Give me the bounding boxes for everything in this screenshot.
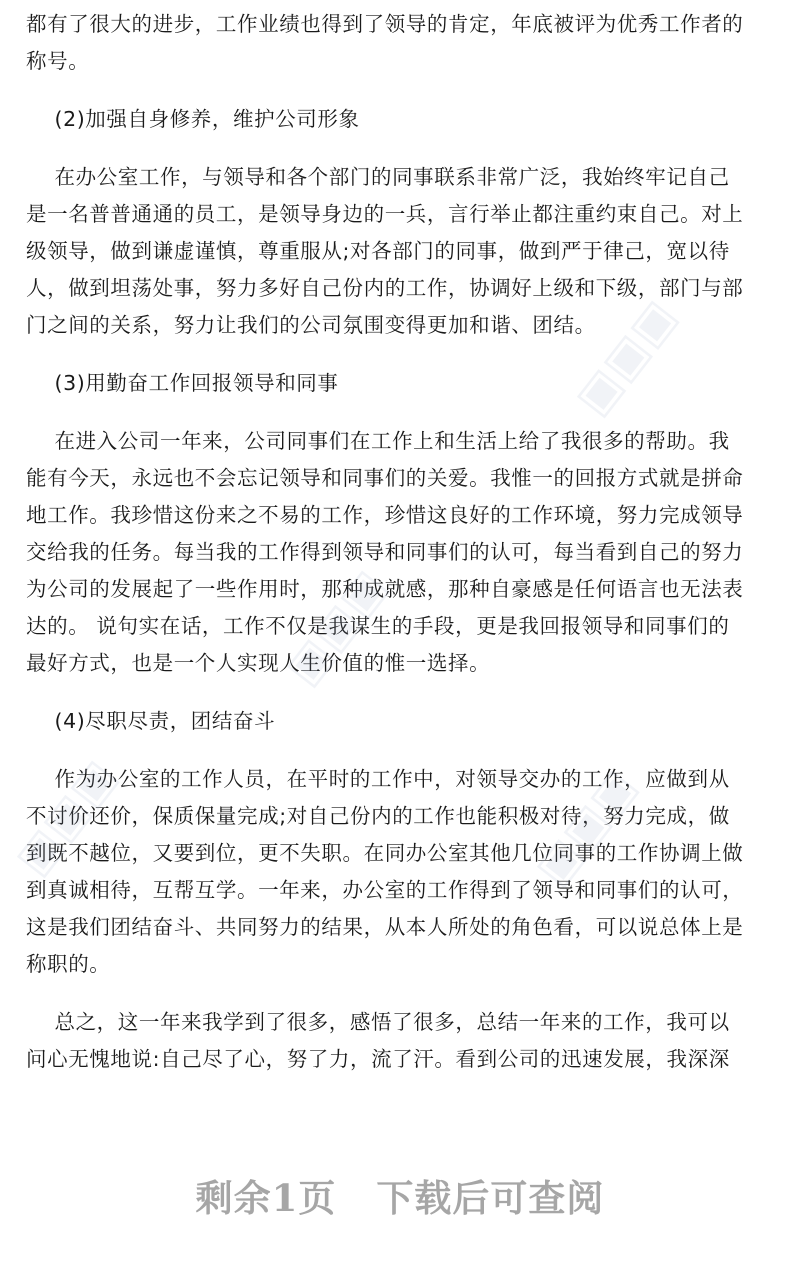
watermark: ▣▣▣ [273,559,397,695]
paragraph-gap [26,983,774,1004]
text-line: 在办公室工作，与领导和各个部门的同事联系非常广泛，我始终牢记自己 [26,165,730,189]
paragraph-gap [26,344,774,365]
download-prompt[interactable] [0,1168,800,1222]
text-line: 人，做到坦荡处事，努力多好自己份内的工作，协调好上级和下级，部门与部 [26,276,744,300]
watermark: ▣▣▣ [563,289,687,425]
paragraph-gap [26,740,774,761]
text-line: 是一名普普通通的员工，是领导身边的一兵，言行举止都注重约束自己。对上 [26,202,744,226]
text-line: 称职的。 [26,952,111,976]
text-line: 为公司的发展起了一些作用时，那种成就感，那种自豪感是任何语言也无法表 [26,577,744,601]
text-line: (4)尽职尽责，团结奋斗 [26,709,276,733]
text-line: 在进入公司一年来，公司同事们在工作上和生活上给了我很多的帮助。我 [26,429,730,453]
text-line: (3)用勤奋工作回报领导和同事 [26,371,339,395]
text-line: (2)加强自身修养，维护公司形象 [26,107,360,131]
watermark: ▣▣▣ [523,759,647,895]
text-line: 称号。 [26,49,90,73]
text-line: 能有今天，永远也不会忘记领导和同事们的关爱。我惟一的回报方式就是拼命 [26,466,744,490]
text-line: 总之，这一年来我学到了很多，感悟了很多，总结一年来的工作，我可以 [26,1010,730,1034]
text-line: 地工作。我珍惜这份来之不易的工作，珍惜这良好的工作环境，努力完成领导 [26,503,744,527]
download-to-view-label: 下载后可查阅 [376,1176,605,1220]
text-line: 达的。 说句实在话，工作不仅是我谋生的手段，更是我回报领导和同事们的 [26,614,730,638]
paragraph-gap [26,402,774,423]
text-line: 最好方式，也是一个人实现人生价值的惟一选择。 [26,651,491,675]
remaining-pages-label: 剩余1页 [195,1176,337,1220]
text-line: 交给我的任务。每当我的工作得到领导和同事们的认可，每当看到自己的努力 [26,540,744,564]
paragraph-gap [26,682,774,703]
text-line: 级领导，做到谦虚谨慎，尊重服从;对各部门的同事，做到严于律己，宽以待 [26,239,730,263]
text-line: 门之间的关系，努力让我们的公司氛围变得更加和谐、团结。 [26,313,596,337]
paragraph-gap [26,138,774,159]
text-line: 不讨价还价，保质保量完成;对自己份内的工作也能积极对待，努力完成，做 [26,804,730,828]
text-line: 这是我们团结奋斗、共同努力的结果，从本人所处的角色看，可以说总体上是 [26,915,744,939]
text-line: 到真诚相待，互帮互学。一年来，办公室的工作得到了领导和同事们的认可， [26,878,744,902]
text-line: 作为办公室的工作人员，在平时的工作中，对领导交办的工作，应做到从 [26,767,730,791]
text-line: 都有了很大的进步，工作业绩也得到了领导的肯定，年底被评为优秀工作者的 [26,12,744,36]
text-line: 问心无愧地说:自己尽了心，努了力，流了汗。看到公司的迅速发展，我深深 [26,1047,730,1071]
text-line: 到既不越位，又要到位，更不失职。在同办公室其他几位同事的工作协调上做 [26,841,744,865]
paragraph-gap [26,80,774,101]
watermark: ▣▣▣ [3,749,127,885]
document-body [26,6,774,1078]
